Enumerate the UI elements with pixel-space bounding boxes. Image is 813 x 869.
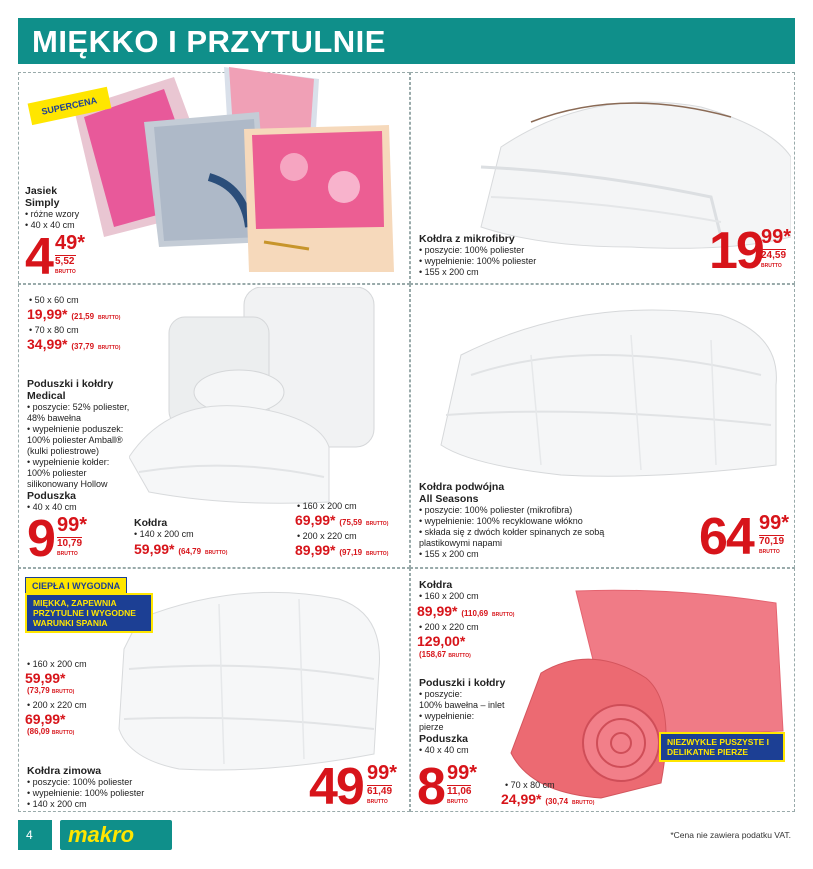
product-panel-jasiek	[18, 72, 410, 284]
price-small	[417, 603, 514, 619]
gross-value: (21,59	[71, 312, 95, 321]
price-gross	[55, 255, 76, 277]
koldra-info	[419, 579, 479, 602]
spec-line: • wypełnienie: 100% poliester	[27, 788, 145, 798]
spec-line: • wypełnienie: 100% poliester	[419, 256, 537, 266]
price-value: 69,99*	[295, 512, 336, 528]
page-title: MIĘKKO I PRZYTULNIE	[32, 24, 386, 59]
price-small	[27, 336, 120, 352]
product-name-2: Simply	[25, 197, 60, 209]
logo-text: makro	[68, 822, 135, 847]
spec-line: • wypełnienie:	[419, 711, 475, 721]
price-integer: 4	[25, 228, 52, 286]
price-small	[27, 306, 120, 322]
gross-label: BRUTTO	[367, 799, 388, 805]
gross-value: (86,09	[27, 727, 50, 736]
spec-line: • 155 x 200 cm	[419, 549, 479, 559]
spec-line: • poszycie: 52% poliester,	[27, 402, 130, 412]
gross-value: (73,79	[27, 686, 50, 695]
gross-label: BRUTTO	[57, 551, 78, 557]
product-name: Poduszki i kołdry	[27, 378, 114, 390]
product-panel-medical	[18, 284, 410, 568]
spec-line: 48% bawełna	[27, 413, 82, 423]
koldra-info	[134, 517, 194, 540]
sub-product-name: Poduszka	[27, 490, 77, 502]
price-decimal: 99*	[367, 762, 398, 784]
gross-label: BRUTTO)	[51, 730, 75, 736]
vat-note: *Cena nie zawiera podatku VAT.	[670, 830, 791, 840]
price-decimal: 99*	[761, 226, 792, 248]
gross-label: BRUTTO)	[365, 521, 389, 527]
warm-badge: CIEPŁA I WYGODNA	[25, 577, 127, 595]
spec-line: pierze	[419, 722, 444, 732]
gross-value: 11,06	[447, 786, 472, 797]
size-line: • 160 x 200 cm	[297, 501, 357, 511]
gross-label: BRUTTO	[55, 269, 76, 275]
product-info	[419, 233, 599, 278]
product-info	[419, 481, 639, 560]
gross-value: (30,74	[545, 797, 569, 806]
gross-value: 10,79	[57, 538, 83, 549]
spec-line: • wypełnienie kołder:	[27, 457, 110, 467]
price-integer: 8	[417, 758, 444, 816]
soft-badge: MIĘKKA, ZAPEWNIA PRZYTULNE I WYGODNE WARUNKI SPANIA	[25, 593, 153, 633]
spec-line: • 40 x 40 cm	[25, 220, 75, 230]
price-integer: 64	[699, 508, 753, 566]
sub-product-name: Poduszka	[419, 733, 469, 745]
price-gross	[759, 535, 784, 557]
price-big	[417, 758, 478, 816]
price-big	[27, 510, 88, 568]
feather-image	[471, 583, 791, 803]
gross-value: (37,79	[71, 342, 95, 351]
price-value: 89,99*	[295, 542, 336, 558]
price-value: 89,99*	[417, 603, 458, 619]
price-gross	[57, 537, 82, 559]
gross-value: 5,52	[55, 256, 75, 267]
price-small	[295, 512, 388, 528]
product-name-2: Poduszki i kołdry	[419, 677, 506, 689]
spec-line: • 160 x 200 cm	[419, 591, 479, 601]
price-small	[25, 711, 65, 727]
spec-line: plastikowymi napami	[419, 538, 503, 548]
product-name-2: Medical	[27, 390, 66, 402]
price-gross	[367, 785, 392, 807]
product-name: Kołdra	[419, 579, 453, 591]
gross-label: BRUTTO)	[97, 345, 121, 351]
spec-line: 100% poliester Amball®	[27, 435, 123, 445]
product-info	[27, 378, 147, 513]
price-decimal: 49*	[55, 232, 86, 254]
gross-value: 70,19	[759, 536, 785, 547]
price-small	[501, 791, 594, 807]
price-value: 34,99*	[27, 336, 68, 352]
gross-label: BRUTTO)	[491, 612, 515, 618]
product-info	[419, 677, 519, 756]
pillows-image	[64, 67, 404, 277]
gross-label: BRUTTO)	[571, 800, 595, 806]
price-integer: 49	[309, 758, 363, 816]
price-big	[25, 228, 86, 286]
price-value: 69,99*	[25, 711, 66, 727]
gross-label: BRUTTO)	[97, 315, 121, 321]
price-small	[295, 542, 388, 558]
price-gross	[447, 785, 471, 807]
feather-badge: NIEZWYKLE PUSZYSTE I DELIKATNE PIERZE	[659, 732, 785, 762]
price-big	[309, 758, 398, 816]
gross-value: 24,59	[761, 250, 787, 261]
price-value: 59,99*	[134, 541, 175, 557]
size-line: • 200 x 220 cm	[27, 700, 87, 710]
gross-value: 61,49	[367, 786, 393, 797]
supercena-badge: SUPERCENA	[28, 87, 111, 125]
product-name: Kołdra z mikrofibry	[419, 233, 515, 245]
product-panel-mikrofibra	[410, 72, 795, 284]
price-small	[417, 633, 465, 649]
product-name: Jasiek	[25, 185, 58, 197]
gross-value: (158,67	[419, 650, 447, 659]
page-header	[18, 18, 795, 64]
spec-line: (kulki poliestrowe)	[27, 446, 100, 456]
product-name-2: All Seasons	[419, 493, 479, 505]
spec-line: silikonowany Hollow	[27, 479, 108, 489]
gross-label: BRUTTO)	[365, 551, 389, 557]
price-decimal: 99*	[57, 514, 88, 536]
makro-logo[interactable]	[60, 820, 172, 850]
gross-small	[27, 686, 74, 695]
spec-line: 100% poliester	[27, 468, 87, 478]
size-line: • 200 x 220 cm	[297, 531, 357, 541]
price-decimal: 99*	[759, 512, 790, 534]
spec-line: • 155 x 200 cm	[419, 267, 479, 277]
gross-value: (64,79	[178, 547, 202, 556]
price-gross	[761, 249, 786, 271]
spec-line: • składa się z dwóch kołder spinanych ze sobą	[419, 527, 605, 537]
size-line: • 70 x 80 cm	[29, 325, 79, 335]
price-value: 129,00*	[417, 633, 466, 649]
spec-line: 100% bawełna – inlet	[419, 700, 505, 710]
gross-small	[27, 727, 74, 736]
spec-line: • wypełnienie poduszek:	[27, 424, 124, 434]
gross-label: BRUTTO	[761, 263, 782, 269]
spec-line: • 140 x 200 cm	[134, 529, 194, 539]
price-value: 19,99*	[27, 306, 68, 322]
spec-line: • poszycie: 100% poliester	[27, 777, 133, 787]
size-line: • 70 x 80 cm	[505, 780, 555, 790]
price-integer: 9	[27, 510, 54, 568]
product-name: Kołdra zimowa	[27, 765, 102, 777]
product-panel-all-seasons	[410, 284, 795, 568]
spec-line: • poszycie: 100% poliester	[419, 245, 525, 255]
all-seasons-image	[431, 295, 791, 485]
product-info	[25, 185, 85, 231]
product-panel-zimowa	[18, 568, 410, 816]
product-info	[27, 765, 187, 810]
size-line: • 200 x 220 cm	[419, 622, 479, 632]
gross-value: (75,59	[339, 518, 363, 527]
product-panel-pierze	[410, 568, 795, 816]
price-decimal: 99*	[447, 762, 478, 784]
spec-line: • 140 x 200 cm	[27, 799, 87, 809]
spec-line: • poszycie:	[419, 689, 463, 699]
product-name: Kołdra podwójna	[419, 481, 505, 493]
gross-value: (97,19	[339, 548, 363, 557]
price-big	[699, 508, 790, 566]
price-value: 59,99*	[25, 670, 66, 686]
spec-line: • poszycie: 100% poliester (mikrofibra)	[419, 505, 573, 515]
price-small	[25, 670, 65, 686]
gross-value: (110,69	[461, 609, 489, 618]
medical-image	[129, 287, 399, 507]
size-line: • 50 x 60 cm	[29, 295, 79, 305]
size-line: • 160 x 200 cm	[27, 659, 87, 669]
price-integer: 19	[709, 222, 763, 280]
price-big	[709, 222, 792, 280]
gross-small	[419, 650, 471, 659]
gross-label: BRUTTO)	[448, 653, 471, 659]
spec-line: • 40 x 40 cm	[419, 745, 469, 755]
price-small	[134, 541, 227, 557]
spec-line: • 40 x 40 cm	[27, 502, 77, 512]
spec-line: • wypełnienie: 100% recyklowane włókno	[419, 516, 583, 526]
gross-label: BRUTTO	[447, 799, 468, 805]
gross-label: BRUTTO)	[204, 550, 228, 556]
koldra-name: Kołdra	[134, 517, 168, 529]
page-number: 4	[18, 820, 52, 850]
price-value: 24,99*	[501, 791, 542, 807]
spec-line: • różne wzory	[25, 209, 80, 219]
gross-label: BRUTTO)	[51, 689, 75, 695]
gross-label: BRUTTO	[759, 549, 780, 555]
